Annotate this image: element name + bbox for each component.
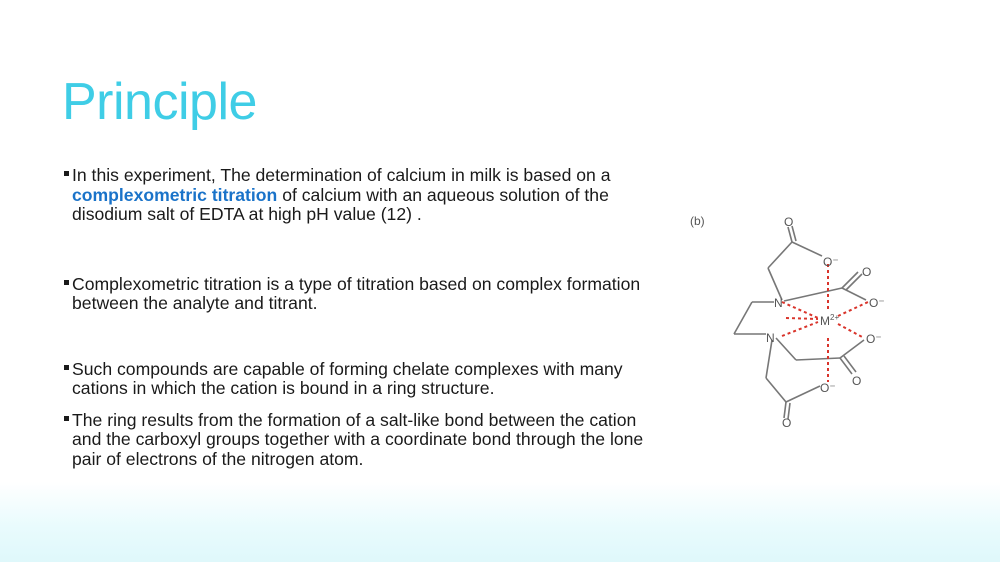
oxygen-label: O (784, 215, 794, 229)
oxygen-label: O (782, 416, 792, 430)
edta-metal-complex-figure (686, 206, 896, 432)
bullet-list (62, 166, 662, 469)
bullet-item (62, 166, 662, 225)
square-bullet-icon (64, 280, 69, 285)
oxygen-anion-label: O⁻ (823, 255, 839, 269)
slide-title: Principle (62, 73, 257, 131)
square-bullet-icon (64, 365, 69, 370)
nitrogen-label: N (774, 296, 783, 310)
oxygen-anion-label: O⁻ (869, 296, 885, 310)
bullet-text: Complexometric titration is a type of titration based on complex formation between the analyte and titrant. (72, 273, 641, 313)
oxygen-label: O (852, 374, 862, 388)
bullet-text: of calcium with an aqueous solution of the disodium salt of EDTA at high pH value (12) . (72, 184, 609, 224)
bullet-text: Such compounds are capable of forming chelate complexes with many cations in which the cation is bound in a ring structure. (72, 358, 623, 398)
oxygen-anion-label: O⁻ (820, 381, 836, 395)
nitrogen-label: N (766, 331, 775, 345)
bullet-item (62, 360, 662, 399)
square-bullet-icon (64, 416, 69, 421)
bullet-text: The ring results from the formation of a salt-like bond between the cation and the carboxyl groups together with a coordinate bond through the lone pair of electrons of the nitrogen atom. (72, 409, 644, 469)
oxygen-label: O (862, 265, 872, 279)
bullet-item (62, 275, 662, 314)
oxygen-anion-label: O⁻ (866, 332, 882, 346)
bullet-item (62, 411, 662, 470)
bullet-text: In this experiment, The determination of calcium in milk is based on a (72, 165, 611, 185)
highlight-term: complexometric titration (72, 184, 278, 205)
square-bullet-icon (64, 171, 69, 176)
figure-label: (b) (690, 214, 705, 228)
edta-structure-diagram (686, 206, 896, 432)
bottom-gradient-band (0, 482, 1000, 562)
metal-ion-label: $M^{2+}$ (820, 313, 840, 328)
